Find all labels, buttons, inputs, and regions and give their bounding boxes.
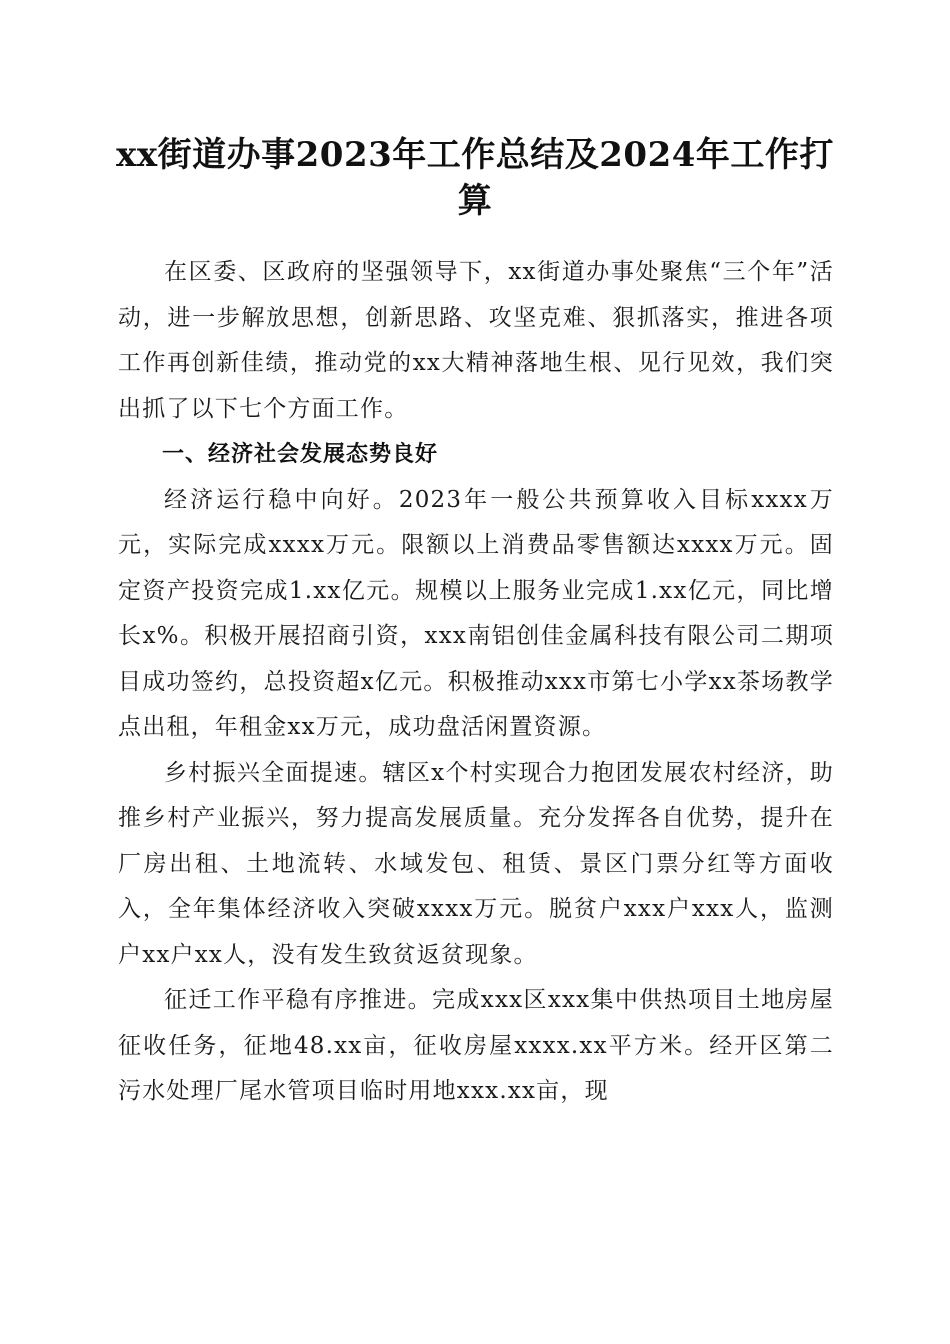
document-body [118, 250, 834, 1115]
paragraph-rural-revitalization: 乡村振兴全面提速。辖区x个村实现合力抱团发展农村经济，助推乡村产业振兴，努力提高发展质量。充分发挥各自优势，提升在厂房出租、土地流转、水域发包、租赁、景区门票分红等方面收入，全年集体经济收入突破xxxx万元。脱贫户xxx户xxx人，监测户xx户xx人，没有发生致贫返贫现象。 [118, 759, 834, 968]
intro-paragraph: 在区委、区政府的坚强领导下，xx街道办事处聚焦“三个年”活动，进一步解放思想，创新思路、攻坚克难、狠抓落实，推进各项工作再创新佳绩，推动党的xx大精神落地生根、见行见效，我们突出抓了以下七个方面工作。 [118, 259, 834, 422]
paragraph-economy: 经济运行稳中向好。2023年一般公共预算收入目标xxxx万元，实际完成xxxx万元。限额以上消费品零售额达xxxx万元。固定资产投资完成1.xx亿元。规模以上服务业完成1.xx亿元，同比增长x%。积极开展招商引资，xxx南铝创佳金属科技有限公司二期项目成功签约，总投资超x亿元。积极推动xxx市第七小学xx茶场教学点出租，年租金xx万元，成功盘活闲置资源。 [118, 486, 834, 740]
section-heading: 一、经济社会发展态势良好 [162, 442, 439, 467]
paragraph-land-acquisition: 征迁工作平稳有序推进。完成xxx区xxx集中供热项目土地房屋征收任务，征地48.xx亩，征收房屋xxxx.xx平方米。经开区第二污水处理厂尾水管项目临时用地xxx.xx亩，现 [118, 987, 834, 1104]
document-title: xx街道办事2023年工作总结及2024年工作打算 [116, 135, 834, 221]
